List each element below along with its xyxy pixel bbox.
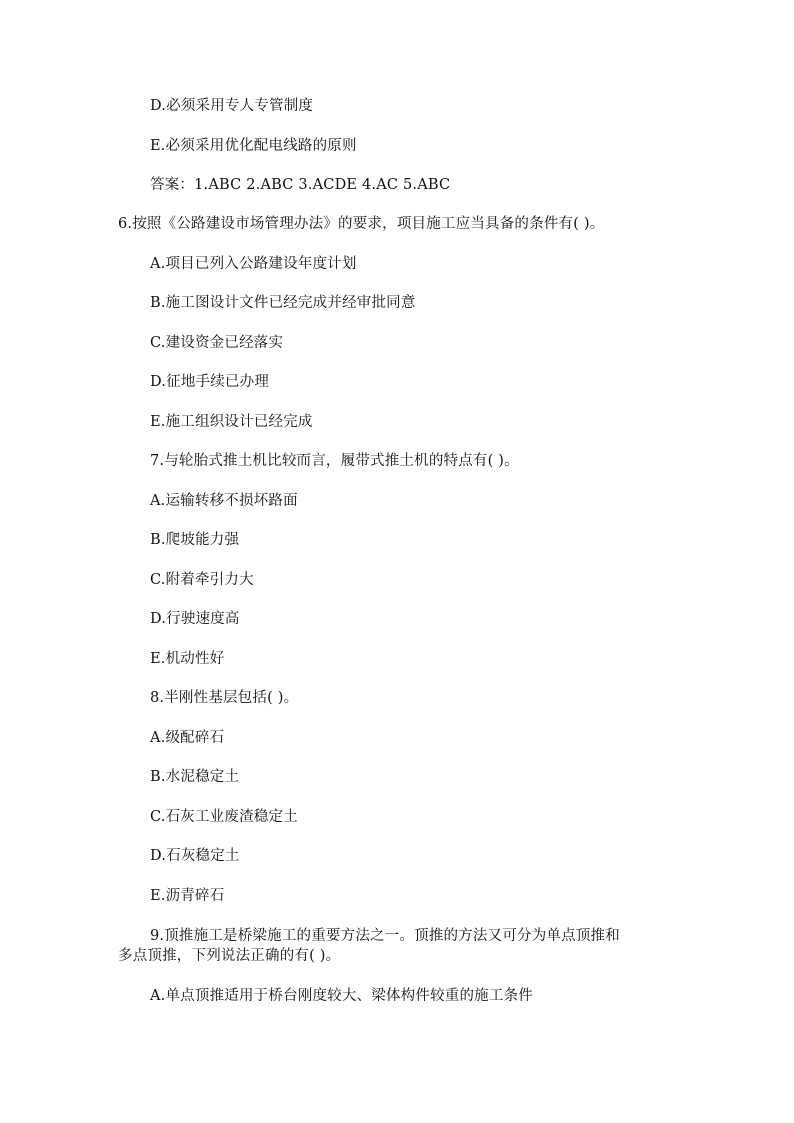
option-5d: D.必须采用专人专管制度 xyxy=(150,98,314,114)
option-7e: E.机动性好 xyxy=(150,651,225,667)
option-6e: E.施工组织设计已经完成 xyxy=(150,414,313,430)
answer-line: 答案：1.ABC 2.ABC 3.ACDE 4.AC 5.ABC xyxy=(150,177,451,193)
option-8e: E.沥青碎石 xyxy=(150,888,225,904)
option-8d: D.石灰稳定土 xyxy=(150,848,240,864)
question-9-line-2: 多点顶推，下列说法正确的有( )。 xyxy=(118,948,341,964)
question-7: 7.与轮胎式推土机比较而言，履带式推土机的特点有( )。 xyxy=(150,453,519,469)
option-6c: C.建设资金已经落实 xyxy=(150,335,284,351)
option-8a: A.级配碎石 xyxy=(150,730,225,746)
question-8: 8.半刚性基层包括( )。 xyxy=(150,690,299,706)
option-7c: C.附着牵引力大 xyxy=(150,572,254,588)
option-6b: B.施工图设计文件已经完成并经审批同意 xyxy=(150,295,416,311)
question-9-line-1: 9.顶推施工是桥梁施工的重要方法之一。顶推的方法又可分为单点顶推和 xyxy=(150,928,620,944)
option-6d: D.征地手续已办理 xyxy=(150,374,270,390)
option-5e: E.必须采用优化配电线路的原则 xyxy=(150,138,357,154)
option-7b: B.爬坡能力强 xyxy=(150,532,240,548)
option-8c: C.石灰工业废渣稳定土 xyxy=(150,809,298,825)
option-7d: D.行驶速度高 xyxy=(150,611,240,627)
option-8b: B.水泥稳定土 xyxy=(150,769,240,785)
option-6a: A.项目已列入公路建设年度计划 xyxy=(150,256,357,272)
question-6: 6.按照《公路建设市场管理办法》的要求，项目施工应当具备的条件有( )。 xyxy=(118,216,605,232)
option-7a: A.运输转移不损坏路面 xyxy=(150,493,298,509)
option-9a: A.单点顶推适用于桥台刚度较大、梁体构件较重的施工条件 xyxy=(150,988,533,1004)
